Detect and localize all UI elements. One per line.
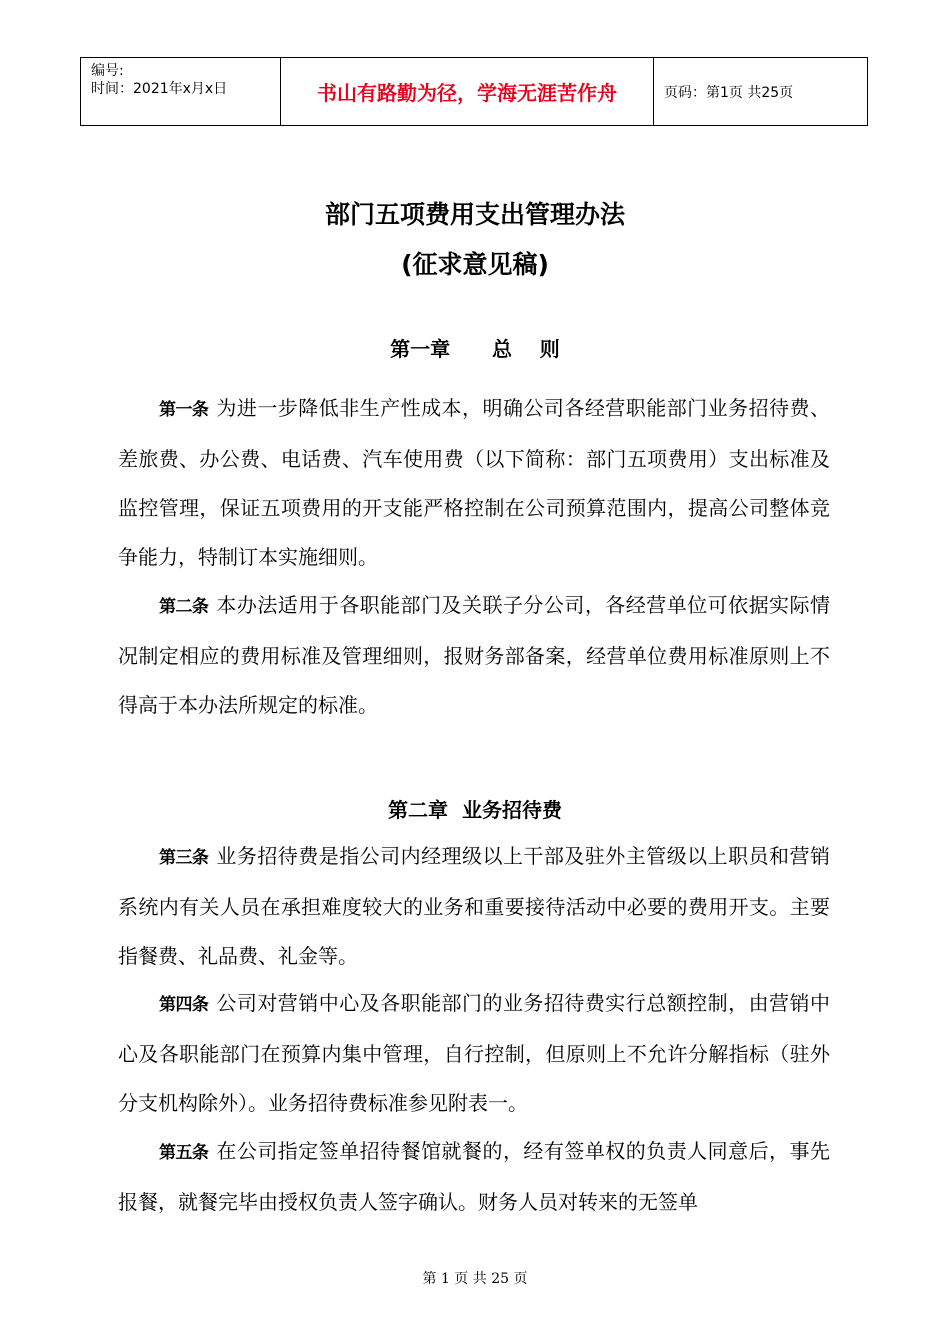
serial-label: 编号:	[91, 63, 124, 79]
article-number: 第一条	[159, 400, 209, 420]
page-info: 页码：第1页 共25页	[664, 84, 794, 101]
header-table	[80, 57, 868, 126]
article-paragraph	[118, 1127, 830, 1227]
chapter-heading: 第一章 总 则	[390, 337, 560, 361]
document-title: 部门五项费用支出管理办法	[324, 200, 625, 229]
article-number: 第二条	[159, 597, 209, 617]
document-subtitle: (征求意见稿)	[401, 250, 549, 279]
article-paragraph	[118, 581, 830, 730]
article-paragraph	[118, 832, 830, 981]
time-label: 时间：2021年x月x日	[91, 81, 228, 97]
article-text: 本办法适用于各职能部门及关联子分公司，各经营单位可依据实际情况制定相应的费用标准及管理细则，报财务部备案，经营单位费用标准原则上不得高于本办法所规定的标准。	[118, 593, 830, 717]
article-text: 为进一步降低非生产性成本，明确公司各经营职能部门业务招待费、差旅费、办公费、电话费、汽车使用费（以下简称：部门五项费用）支出标准及监控管理，保证五项费用的开支能严格控制在公司预算范围内，提高公司整体竞争能力，特制订本实施细则。	[118, 396, 830, 569]
article-number: 第三条	[159, 848, 209, 868]
article-number: 第五条	[159, 1143, 209, 1163]
article-text: 业务招待费是指公司内经理级以上干部及驻外主管级以上职员和营销系统内有关人员在承担难度较大的业务和重要接待活动中必要的费用开支。主要指餐费、礼品费、礼金等。	[118, 844, 830, 968]
article-paragraph	[118, 979, 830, 1128]
article-number: 第四条	[159, 995, 209, 1015]
article-text: 公司对营销中心及各职能部门的业务招待费实行总额控制，由营销中心及各职能部门在预算内集中管理，自行控制，但原则上不允许分解指标（驻外分支机构除外）。业务招待费标准参见附表一。	[118, 991, 830, 1115]
chapter-heading: 第二章 业务招待费	[388, 798, 562, 822]
article-text: 在公司指定签单招待餐馆就餐的，经有签单权的负责人同意后，事先报餐，就餐完毕由授权负责人签字确认。财务人员对转来的无签单	[118, 1139, 830, 1214]
page-footer: 第 1 页 共 25 页	[422, 1271, 528, 1287]
motto: 书山有路勤为径，学海无涯苦作舟	[281, 58, 654, 125]
header-meta-cell	[81, 58, 281, 125]
article-paragraph	[118, 384, 830, 582]
